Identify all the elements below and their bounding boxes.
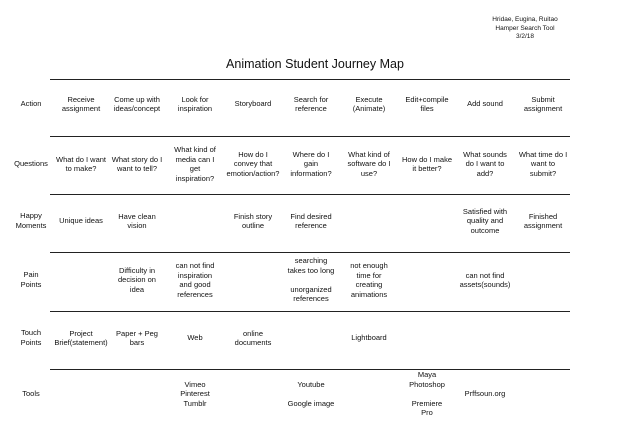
- cell-text-line: Finish story: [233, 211, 273, 221]
- cell-action-2: [104, 95, 170, 114]
- cell-text-line: Project: [69, 328, 93, 338]
- row-divider: [50, 252, 570, 253]
- row-divider: [50, 136, 570, 137]
- cell-text-line: Submit: [531, 94, 555, 104]
- cell-text-line: add?: [476, 168, 494, 178]
- authors-text: Hridae, Eugina, Ruitao: [492, 16, 558, 23]
- cell-text-line: want to tell?: [116, 164, 158, 173]
- cell-text-line: do I want to: [465, 159, 505, 169]
- cell-pain-8: [452, 271, 518, 290]
- cell-happy-2: [104, 212, 170, 231]
- cell-text-line: emotion/action?: [226, 168, 280, 178]
- cell-touch-2: [104, 329, 170, 348]
- cell-text-line: time for: [356, 270, 382, 280]
- cell-questions-5: [278, 150, 344, 179]
- cell-text-line: What time do I: [518, 149, 568, 159]
- cell-text-line: software do I: [347, 159, 391, 169]
- cell-text-line: Find desired: [290, 211, 332, 221]
- cell-text-line: Storyboard: [234, 99, 272, 109]
- cell-questions-4: [220, 150, 286, 179]
- cell-action-4: [220, 99, 286, 109]
- cell-text-line: What sounds: [463, 149, 507, 159]
- row-label-line: Action: [20, 99, 42, 108]
- cell-text-line: creating: [355, 280, 383, 289]
- cell-happy-9: [510, 212, 576, 231]
- cell-text-line: Have clean: [118, 211, 156, 221]
- cell-tools-5: [278, 380, 344, 409]
- cell-text-line: How do I make: [401, 154, 453, 164]
- cell-touch-3: [162, 333, 228, 343]
- cell-touch-4: [220, 329, 286, 348]
- cell-text-line: inspiration: [177, 270, 213, 280]
- cell-text-line: How do I: [238, 149, 268, 159]
- cell-action-3: [162, 95, 228, 114]
- row-label-line: Points: [20, 280, 42, 289]
- row-label-line: Points: [20, 338, 42, 347]
- cell-text-line: it better?: [412, 164, 442, 173]
- cell-text-line: assignment: [523, 104, 563, 113]
- cell-text-line: [278, 275, 344, 285]
- cell-text-line: Paper + Peg: [116, 328, 158, 338]
- cell-text-line: Difficulty in: [118, 265, 156, 275]
- cell-text-line: takes too long: [287, 265, 335, 275]
- cell-text-line: Receive: [67, 94, 95, 104]
- row-label-tools: [0, 389, 62, 399]
- cell-text-line: online: [242, 328, 264, 338]
- row-label-line: Questions: [14, 159, 48, 168]
- cell-questions-6: [336, 150, 402, 179]
- cell-action-6: [336, 95, 402, 114]
- cell-questions-8: [452, 150, 518, 179]
- cell-text-line: Where do I: [292, 149, 330, 159]
- cell-text-line: What kind of: [348, 149, 390, 159]
- cell-text-line: What story do I: [111, 154, 163, 164]
- cell-text-line: Search for: [293, 94, 329, 104]
- cell-text-line: gain: [303, 159, 319, 169]
- cell-tools-3: [162, 380, 228, 409]
- cell-questions-7: [394, 155, 460, 174]
- date-text: 3/2/18: [515, 33, 535, 40]
- cell-text-line: Youtube: [297, 379, 325, 389]
- cell-text-line: [394, 389, 460, 399]
- cell-happy-4: [220, 212, 286, 231]
- cell-action-9: [510, 95, 576, 114]
- cell-pain-6: [336, 261, 402, 299]
- row-label-line: Happy: [20, 211, 42, 220]
- cell-text-line: references: [293, 294, 329, 304]
- cell-text-line: get: [189, 164, 201, 173]
- row-divider: [50, 79, 570, 80]
- cell-pain-5: [278, 256, 344, 304]
- cell-text-line: Brief(statement): [54, 338, 108, 347]
- row-label-pain: [0, 270, 62, 290]
- cell-text-line: Look for: [181, 94, 209, 104]
- cell-text-line: assignment: [523, 221, 563, 230]
- cell-touch-6: [336, 333, 402, 343]
- cell-text-line: decision on: [118, 275, 156, 285]
- cell-text-line: information?: [290, 168, 332, 178]
- cell-text-line: Pinterest: [180, 389, 210, 399]
- row-divider: [50, 311, 570, 312]
- cell-text-line: can not find: [175, 261, 215, 270]
- cell-questions-9: [510, 150, 576, 179]
- cell-text-line: searching: [294, 256, 328, 266]
- cell-text-line: Edit+compile: [405, 94, 449, 104]
- cell-text-line: can not find: [465, 270, 505, 280]
- cell-text-line: (Animate): [352, 104, 386, 113]
- cell-text-line: Come up with: [114, 94, 160, 104]
- cell-happy-8: [452, 207, 518, 236]
- cell-text-line: documents: [234, 338, 272, 347]
- cell-text-line: What kind of: [174, 145, 216, 154]
- cell-text-line: convey that: [233, 159, 273, 169]
- cell-text-line: animations: [350, 289, 388, 299]
- row-divider: [50, 194, 570, 195]
- cell-action-8: [452, 99, 518, 109]
- cell-text-line: outcome: [470, 225, 500, 235]
- cell-text-line: use?: [360, 168, 378, 178]
- cell-text-line: unorganized: [290, 284, 332, 294]
- cell-action-5: [278, 95, 344, 114]
- cell-text-line: files: [420, 104, 434, 113]
- cell-text-line: Vimeo: [184, 379, 206, 389]
- cell-text-line: Web: [187, 333, 203, 343]
- cell-text-line: bars: [129, 338, 145, 347]
- cell-text-line: vision: [127, 221, 147, 230]
- cell-text-line: to make?: [65, 164, 97, 173]
- cell-text-line: Unique ideas: [59, 216, 103, 226]
- cell-action-7: [394, 95, 460, 114]
- cell-text-line: ideas/concept: [113, 104, 161, 113]
- cell-text-line: outline: [241, 221, 265, 230]
- cell-questions-3: [162, 145, 228, 183]
- cell-text-line: want to: [530, 159, 556, 169]
- cell-happy-5: [278, 212, 344, 231]
- cell-text-line: media can I: [175, 154, 215, 164]
- cell-pain-2: [104, 266, 170, 295]
- cell-text-line: Add sound: [467, 99, 503, 109]
- cell-text-line: not enough: [350, 261, 388, 270]
- cell-text-line: inspiration?: [175, 173, 215, 183]
- cell-text-line: Execute: [355, 94, 383, 104]
- cell-text-line: Satisfied with: [462, 206, 508, 216]
- cell-text-line: Prffsoun.org: [464, 389, 506, 399]
- cell-text-line: reference: [295, 104, 327, 113]
- cell-pain-3: [162, 261, 228, 299]
- cell-text-line: Finished: [528, 211, 558, 221]
- author-block: [470, 16, 580, 42]
- row-label-line: Moments: [15, 221, 47, 230]
- map-title: Animation Student Journey Map: [226, 57, 404, 71]
- cell-text-line: [278, 389, 344, 399]
- row-label-line: Touch: [20, 328, 41, 337]
- cell-text-line: submit?: [529, 168, 557, 178]
- cell-text-line: quality and: [466, 216, 504, 226]
- cell-text-line: references: [177, 289, 213, 299]
- tool-name: Hamper Search Tool: [495, 24, 555, 32]
- cell-text-line: Photoshop: [409, 379, 445, 389]
- row-label-line: Pain: [23, 270, 39, 279]
- cell-text-line: inspiration: [177, 104, 213, 113]
- cell-text-line: Lightboard: [351, 333, 387, 343]
- cell-text-line: Google image: [287, 398, 335, 408]
- cell-text-line: reference: [295, 221, 327, 230]
- row-divider: [50, 369, 570, 370]
- cell-text-line: What do I want: [55, 154, 107, 164]
- row-label-line: Tools: [22, 389, 40, 398]
- cell-text-line: Maya: [417, 370, 437, 380]
- cell-tools-8: [452, 389, 518, 399]
- cell-text-line: assignment: [61, 104, 101, 113]
- cell-tools-7: [394, 370, 460, 418]
- cell-text-line: idea: [129, 284, 145, 294]
- cell-text-line: assets(sounds): [459, 280, 511, 289]
- cell-questions-2: [104, 155, 170, 174]
- cell-text-line: Premiere: [411, 398, 443, 408]
- cell-text-line: Pro: [421, 408, 433, 418]
- cell-text-line: Tumblr: [183, 398, 207, 408]
- cell-text-line: and good: [179, 280, 211, 289]
